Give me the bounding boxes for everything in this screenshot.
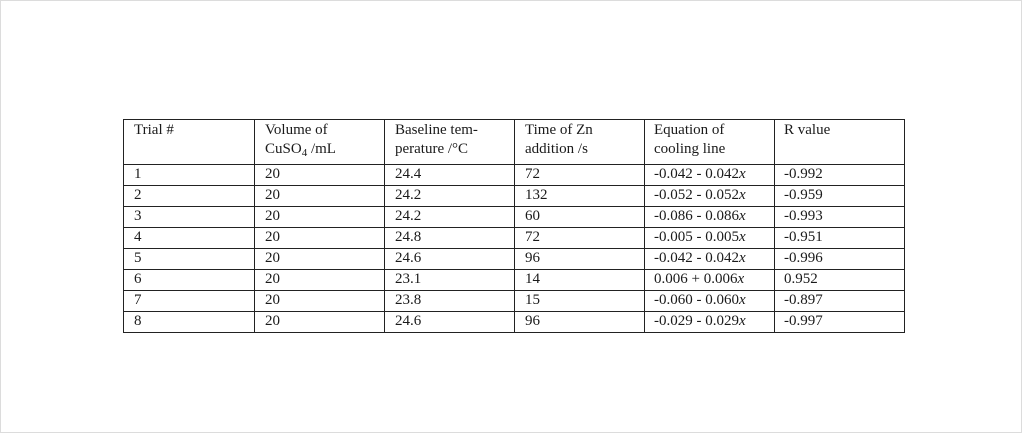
equation-variable: x: [739, 250, 746, 266]
cell-r-value: -0.996: [775, 249, 905, 270]
equation-variable: x: [739, 208, 746, 224]
cell-zn-addition-time: 14: [515, 270, 645, 291]
cell-zn-addition-time: 72: [515, 228, 645, 249]
cell-baseline-temperature: 23.8: [385, 291, 515, 312]
table-row: [124, 228, 905, 249]
equation-variable: x: [739, 292, 746, 308]
cell-baseline-temperature: 24.6: [385, 249, 515, 270]
cell-trial: 1: [124, 165, 255, 186]
cell-r-value: -0.951: [775, 228, 905, 249]
cell-cooling-equation: -0.042 - 0.042x: [645, 165, 775, 186]
cell-trial: 3: [124, 207, 255, 228]
cell-cooling-equation: -0.029 - 0.029x: [645, 312, 775, 333]
equation-variable: x: [739, 166, 746, 182]
cell-r-value: -0.993: [775, 207, 905, 228]
equation-variable: x: [739, 229, 746, 245]
header-volume: Volume of CuSO$_4$ /mL: [255, 120, 385, 165]
cell-volume: 20: [255, 312, 385, 333]
results-table: [123, 119, 905, 333]
cell-volume: 20: [255, 207, 385, 228]
cell-cooling-equation: -0.060 - 0.060x: [645, 291, 775, 312]
equation-variable: x: [739, 313, 746, 329]
cell-volume: 20: [255, 228, 385, 249]
cell-volume: 20: [255, 165, 385, 186]
cell-zn-addition-time: 132: [515, 186, 645, 207]
cell-volume: 20: [255, 249, 385, 270]
cell-baseline-temperature: 24.8: [385, 228, 515, 249]
cell-zn-addition-time: 72: [515, 165, 645, 186]
table-body: [124, 165, 905, 333]
table-row: [124, 291, 905, 312]
cell-trial: 7: [124, 291, 255, 312]
cell-volume: 20: [255, 291, 385, 312]
header-zn-addition-time: Time of Zn addition /s: [515, 120, 645, 165]
table-header: [124, 120, 905, 165]
header-r-value: R value: [775, 120, 905, 165]
cell-trial: 5: [124, 249, 255, 270]
cell-zn-addition-time: 96: [515, 249, 645, 270]
table-row: [124, 207, 905, 228]
table-row: [124, 312, 905, 333]
cell-cooling-equation: 0.006 + 0.006x: [645, 270, 775, 291]
cell-zn-addition-time: 96: [515, 312, 645, 333]
cell-trial: 2: [124, 186, 255, 207]
cell-r-value: -0.897: [775, 291, 905, 312]
equation-variable: x: [739, 187, 746, 203]
cell-cooling-equation: -0.005 - 0.005x: [645, 228, 775, 249]
cell-r-value: -0.992: [775, 165, 905, 186]
equation-variable: x: [737, 271, 745, 287]
cell-baseline-temperature: 23.1: [385, 270, 515, 291]
cell-baseline-temperature: 24.2: [385, 207, 515, 228]
cell-baseline-temperature: 24.6: [385, 312, 515, 333]
table-row: [124, 165, 905, 186]
header-trial: Trial #: [124, 120, 255, 165]
cell-trial: 8: [124, 312, 255, 333]
table-row: [124, 270, 905, 291]
cell-zn-addition-time: 60: [515, 207, 645, 228]
table-row: [124, 186, 905, 207]
cell-trial: 4: [124, 228, 255, 249]
header-row: [124, 120, 905, 165]
cell-cooling-equation: -0.042 - 0.042x: [645, 249, 775, 270]
cell-cooling-equation: -0.086 - 0.086x: [645, 207, 775, 228]
cell-r-value: -0.959: [775, 186, 905, 207]
cell-r-value: 0.952: [775, 270, 905, 291]
cell-baseline-temperature: 24.4: [385, 165, 515, 186]
cell-volume: 20: [255, 270, 385, 291]
header-baseline-temperature: Baseline tem- perature /°C: [385, 120, 515, 165]
cell-trial: 6: [124, 270, 255, 291]
cell-baseline-temperature: 24.2: [385, 186, 515, 207]
cell-zn-addition-time: 15: [515, 291, 645, 312]
cell-volume: 20: [255, 186, 385, 207]
table-row: [124, 249, 905, 270]
header-cooling-equation: Equation of cooling line: [645, 120, 775, 165]
cell-cooling-equation: -0.052 - 0.052x: [645, 186, 775, 207]
cell-r-value: -0.997: [775, 312, 905, 333]
